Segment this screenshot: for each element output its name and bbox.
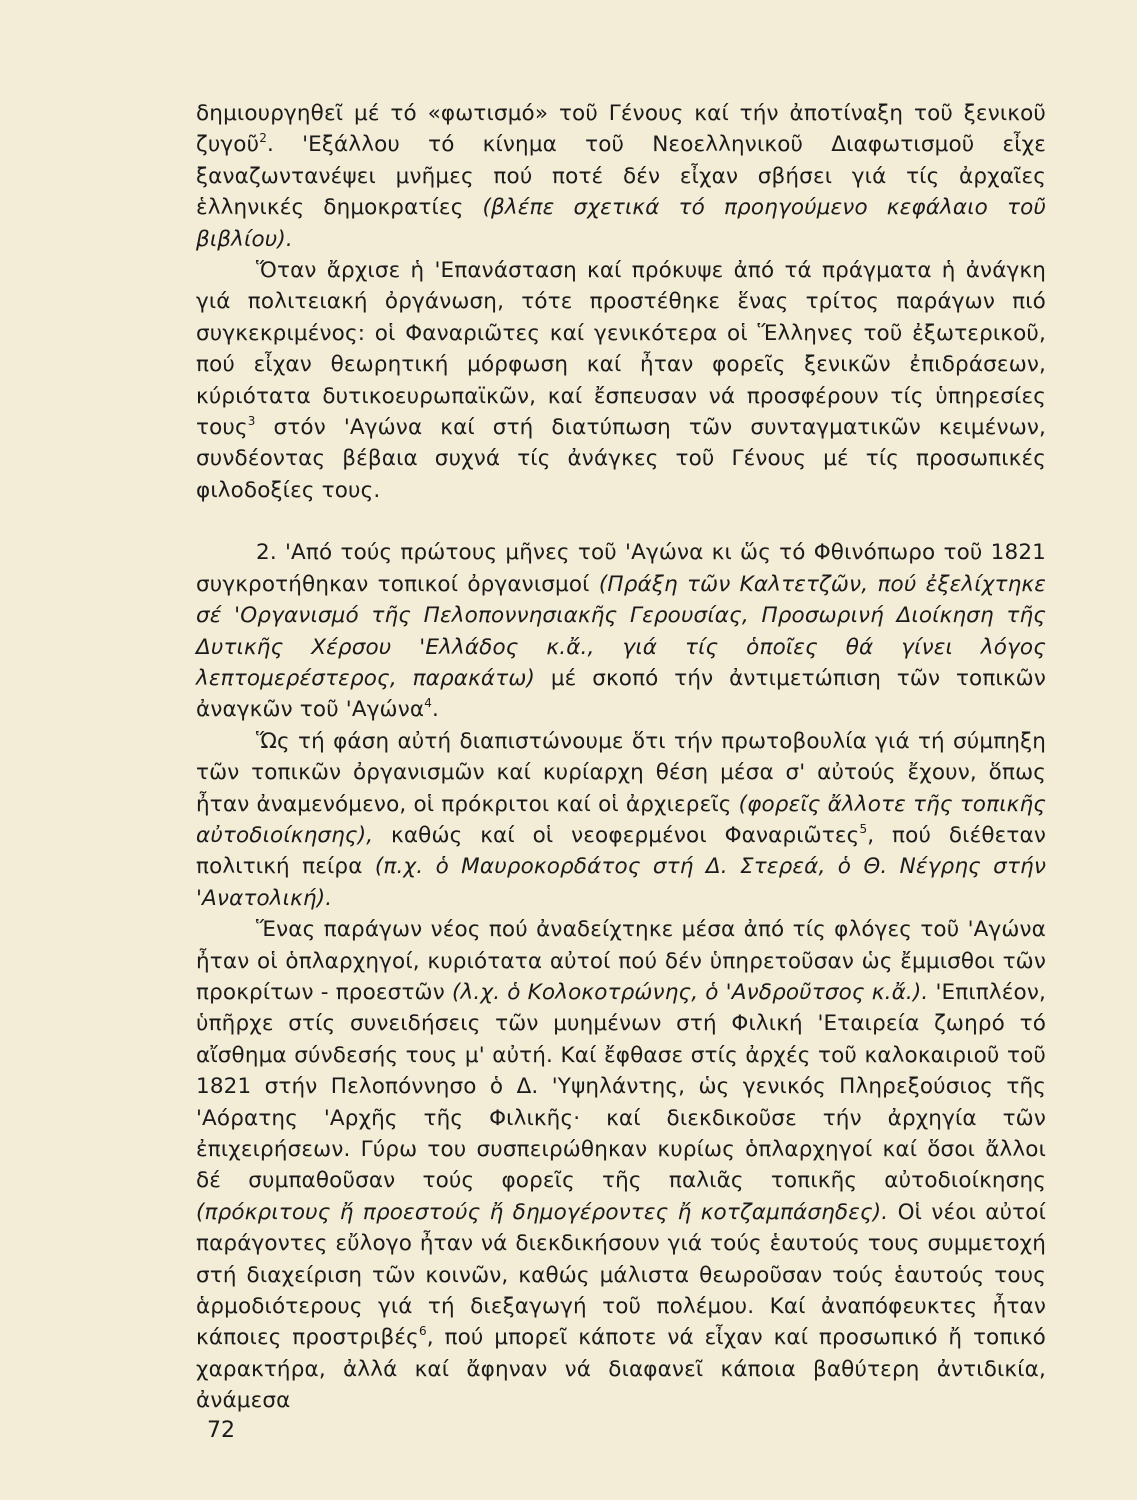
text-run: , πού διέθεταν πολιτική πείρα: [196, 822, 1046, 880]
footnote-marker: 4: [424, 696, 432, 711]
text-run: Ὅταν ἄρχισε ἡ 'Επανάσταση καί πρόκυψε ἀπό τά πράγματα ἡ ἀνάγκη γιά πολιτειακή ὀργάνωση, τότε προστέθηκε ἕνας τρίτος παράγων πιό συγκεκριμένος: οἱ Φαναριῶτες καί γενικότερα οἱ Ἕλληνες τοῦ ἐξωτερικοῦ, πού εἶχαν θεωρητική μόρφωση καί ἦταν φορεῖς ξενικῶν ἐπιδράσεων, κύριότατα δυτικοευρωπαϊκῶν, καί ἔσπευσαν νά προσφέρουν τίς ὑπηρεσίες τους: [196, 258, 1046, 441]
footnote-marker: 3: [247, 414, 256, 429]
text-run: Οἱ νέοι αὐτοί παράγοντες εὔλογο ἦταν νά διεκδικήσουν γιά τούς ἑαυτούς τους συμμετοχή στή διαχείριση τῶν κοινῶν, καθώς μάλιστα θεωροῦσαν τούς ἑαυτούς τους ἁρμοδιότερους γιά τή διεξαγωγή τοῦ πολέμου. Καί ἀναπόφευκτες ἦταν κάποιες προστριβές: [196, 1199, 1046, 1351]
footnote-marker: 2: [259, 131, 267, 146]
text-run: Ὥς τή φάση αὐτή διαπιστώνουμε ὅτι τήν πρωτοβουλία γιά τή σύμπηξη τῶν τοπικῶν ὀργανισμῶν καί κυρίαρχη θέση μέσα σ' αὐτούς ἔχουν, ὅπως ἦταν ἀναμενόμενο, οἱ πρόκριτοι καί οἱ ἀρχιερεῖς: [196, 728, 1046, 817]
italic-text: (π.χ. ὁ Μαυροκορδάτος στή Δ. Στερεά, ὁ Θ. Νέγρης στήν 'Ανατολική).: [196, 854, 1046, 911]
paragraph: [196, 726, 1046, 914]
text-run: καθώς καί οἱ νεοφερμένοι Φαναριῶτες: [373, 822, 860, 848]
paragraph: [196, 537, 1046, 725]
body-text: [196, 98, 1046, 1417]
footnote-marker: 5: [859, 821, 868, 836]
text-run: μέ σκοπό τήν ἀντιμετώπιση τῶν τοπικῶν ἀναγκῶν τοῦ 'Αγώνα: [196, 665, 1046, 723]
paragraph: [196, 255, 1046, 506]
paragraph: [196, 98, 1046, 255]
text-run: 2. 'Από τούς πρώτους μῆνες τοῦ 'Αγώνα κι ὥς τό Φθινόπωρο τοῦ 1821 συγκροτήθηκαν τοπικοί ὀργανισμοί: [196, 540, 1046, 597]
text-run: .: [432, 697, 439, 723]
italic-text: (λ.χ. ὁ Κολοκοτρώνης, ὁ 'Ανδροῦτσος κ.ἄ.).: [451, 979, 929, 1005]
text-run: 'Επιπλέον, ὑπῆρχε στίς συνειδήσεις τῶν μυημένων στή Φιλική 'Εταιρεία ζωηρό τό αἴσθημα σύνδεσής τους μ' αὐτή. Καί ἔφθασε στίς ἀρχές τοῦ καλοκαιριοῦ τοῦ 1821 στήν Πελοπόννησο ὁ Δ. 'Υψηλάντης, ὡς γενικός Πληρεξούσιος τῆς 'Αόρατης 'Αρχῆς τῆς Φιλικῆς· καί διεκδικοῦσε τήν ἀρχηγία τῶν ἐπιχειρήσεων. Γύρω του συσπειρώθηκαν κυρίως ὁπλαρχηγοί καί ὅσοι ἄλλοι δέ συμπαθοῦσαν τούς φορεῖς τῆς παλιᾶς τοπικῆς αὐτοδιοίκησης: [196, 979, 1046, 1194]
page-number: 72: [207, 1418, 235, 1443]
text-run: . 'Εξάλλου τό κίνημα τοῦ Νεοελληνικοῦ Διαφωτισμοῦ εἶχε ξαναζωντανέψει μνῆμες πού ποτέ δέν εἶχαν σβήσει γιά τίς ἀρχαῖες ἑλληνικές δημοκρατίες: [196, 132, 1046, 221]
text-run: Ἕνας παράγων νέος πού ἀναδείχτηκε μέσα ἀπό τίς φλόγες τοῦ 'Αγώνα ἦταν οἱ ὁπλαρχηγοί, κυριότατα αὐτοί πού δέν ὑπηρετοῦσαν ὡς ἔμμισθοι τῶν προκρίτων - προεστῶν: [196, 917, 1046, 1005]
italic-text: (πρόκριτους ἤ προεστούς ἤ δημογέροντες ἤ κοτζαμπάσηδες).: [196, 1199, 889, 1225]
footnote-marker: 6: [418, 1324, 427, 1339]
text-run: δημιουργηθεῖ μέ τό «φωτισμό» τοῦ Γένους καί τήν ἀποτίναξη τοῦ ξενικοῦ ζυγοῦ: [196, 101, 1046, 158]
italic-text: (βλέπε σχετικά τό προηγούμενο κεφάλαιο τοῦ βιβλίου).: [196, 195, 1046, 252]
text-run: , πού μπορεῖ κάποτε νά εἶχαν καί προσωπικό ἤ τοπικό χαρακτήρα, ἀλλά καί ἄφηναν νά διαφανεῖ κάποια βαθύτερη ἀντιδικία, ἀνάμεσα: [196, 1325, 1046, 1414]
italic-text: (Πράξη τῶν Καλτετζῶν, πού ἐξελίχτηκε σέ 'Οργανισμό τῆς Πελοποννησιακῆς Γερουσίας, Προσωρινή Διοίκηση τῆς Δυτικῆς Χέρσου 'Ελλάδος κ.ἄ., γιά τίς ὁποῖες θά γίνει λόγος λεπτομερέστερος, παρακάτω): [196, 571, 1047, 691]
paragraph: [196, 914, 1046, 1417]
italic-text: (φορεῖς ἄλλοτε τῆς τοπικῆς αὐτοδιοίκησης),: [196, 791, 1046, 848]
text-run: στόν 'Αγώνα καί στή διατύπωση τῶν συνταγματικῶν κειμένων, συνδέοντας βέβαια συχνά τίς ἀνάγκες τοῦ Γένους μέ τίς προσωπικές φιλοδοξίες τους.: [196, 415, 1046, 503]
